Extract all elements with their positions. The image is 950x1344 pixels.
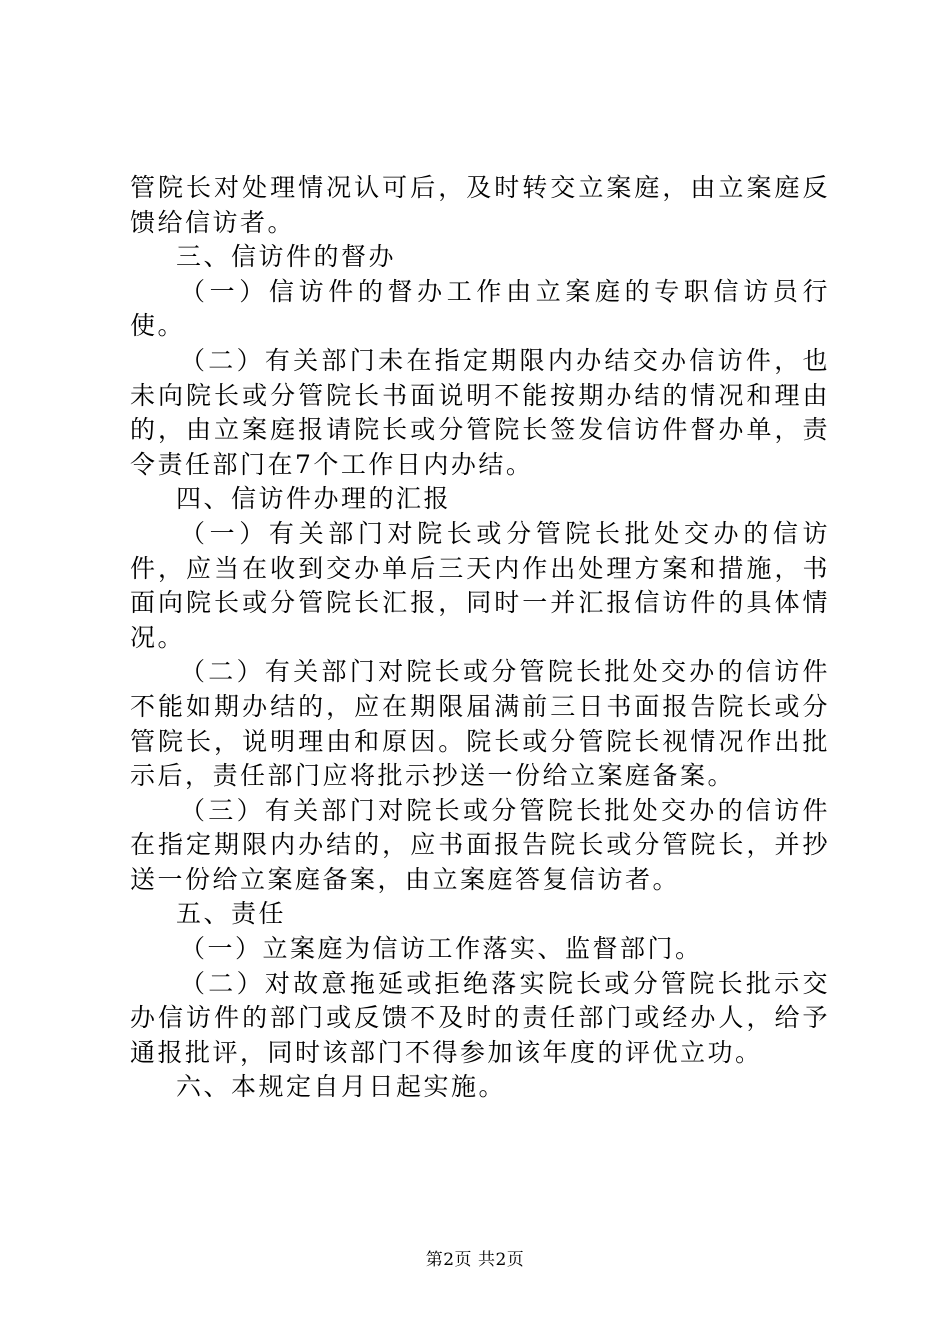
paragraph-supervision-2: （二）有关部门未在指定期限内办结交办信访件，也未向院长或分管院长书面说明不能按期办结的情况和理由的，由立案庭报请院长或分管院长签发信访件督办单，责令责任部门在7个工作日内办结。 <box>130 345 830 479</box>
document-body <box>130 171 830 1105</box>
page-number-label: 第2页 共2页 <box>425 1250 525 1270</box>
paragraph-continuation: 管院长对处理情况认可后，及时转交立案庭，由立案庭反馈给信访者。 <box>130 173 830 237</box>
page-footer <box>0 1245 950 1270</box>
paragraph-responsibility-2: （二）对故意拖延或拒绝落实院长或分管院长批示交办信访件的部门或反馈不及时的责任部门或经办人，给予通报批评，同时该部门不得参加该年度的评优立功。 <box>130 968 830 1067</box>
paragraph-report-3: （三）有关部门对院长或分管院长批处交办的信访件在指定期限内办结的，应书面报告院长或分管院长，并抄送一份给立案庭备案，由立案庭答复信访者。 <box>130 795 830 894</box>
paragraph-responsibility-1: （一）立案庭为信访工作落实、监督部门。 <box>180 934 703 964</box>
section-heading-effective: 六、本规定自月日起实施。 <box>176 1072 507 1102</box>
section-heading-responsibility: 五、责任 <box>176 899 287 929</box>
section-heading-report: 四、信访件办理的汇报 <box>176 484 452 514</box>
paragraph-report-2: （二）有关部门对院长或分管院长批处交办的信访件不能如期办结的，应在期限届满前三日书面报告院长或分管院长，说明理由和原因。院长或分管院长视情况作出批示后，责任部门应将批示抄送一份给立案庭备案。 <box>130 657 830 791</box>
paragraph-report-1: （一）有关部门对院长或分管院长批处交办的信访件，应当在收到交办单后三天内作出处理方案和措施，书面向院长或分管院长汇报，同时一并汇报信访件的具体情况。 <box>130 518 830 652</box>
section-heading-supervision: 三、信访件的督办 <box>176 242 397 272</box>
paragraph-supervision-1: （一）信访件的督办工作由立案庭的专职信访员行使。 <box>130 276 830 341</box>
